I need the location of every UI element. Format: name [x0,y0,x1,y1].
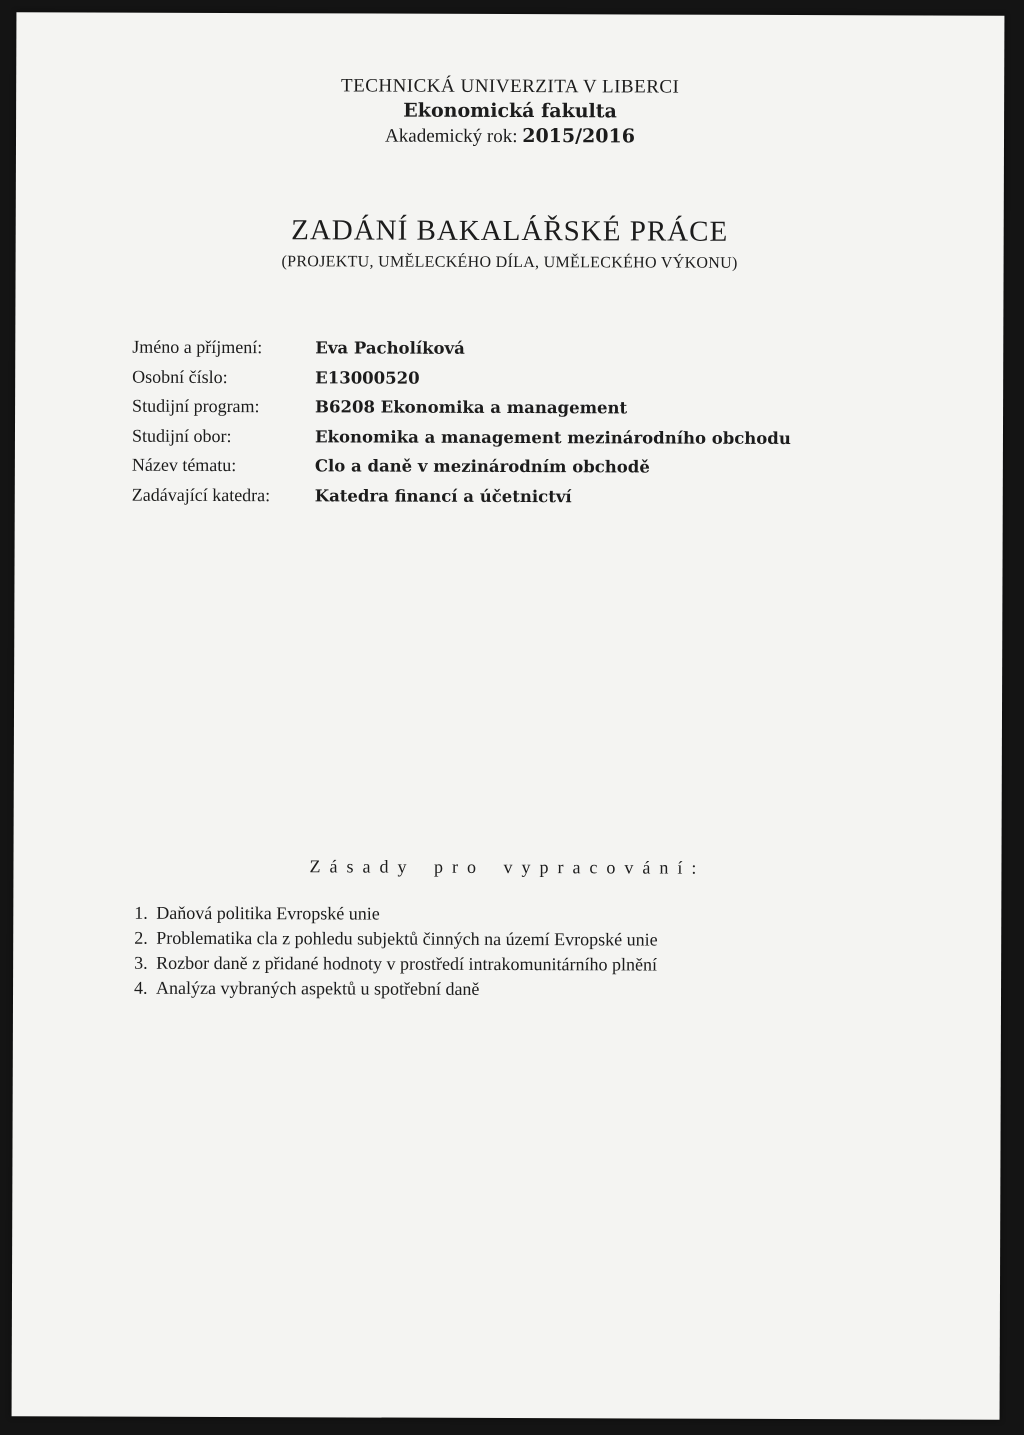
info-value: Ekonomika a management mezinárodního obchodu [314,427,791,448]
info-row-study-program [132,392,932,424]
list-item [134,951,657,978]
list-item [134,926,657,953]
list-item-number: 4. [134,977,148,998]
document-subtitle: (PROJEKTU, UMĚLECKÉHO DÍLA, UMĚLECKÉHO VÝKONU) [281,253,738,272]
principles-list [134,901,658,1003]
list-item-text: Daňová politika Evropské unie [156,902,380,924]
info-value: Katedra financí a účetnictví [314,486,572,506]
list-item-text: Problematika cla z pohledu subjektů činných na území Evropské unie [156,927,658,950]
list-item-number: 2. [134,927,148,948]
info-label: Název tématu: [131,454,237,476]
university-name: TECHNICKÁ UNIVERZITA V LIBERCI [340,75,680,98]
student-info-table [132,333,933,513]
faculty-name: Ekonomická fakulta [403,99,617,123]
info-row-study-field [132,421,932,453]
list-item-number: 1. [134,902,148,923]
info-value: Clo a daně v mezinárodním obchodě [314,456,650,477]
info-row-topic [132,451,932,483]
info-row-personal-number [132,362,932,394]
academic-year [16,122,1004,150]
heading-word: pro [433,856,486,877]
info-value: E13000520 [315,368,420,388]
heading-word: Zásady [309,856,416,877]
info-row-department [132,480,932,512]
document-page [12,12,1005,1419]
info-label: Zadávající katedra: [131,484,271,505]
academic-year-label: Akademický rok: [385,125,518,148]
principles-heading [13,855,1001,879]
info-label: Studijní program: [132,395,260,417]
info-label: Studijní obor: [131,425,232,446]
academic-year-value: 2015/2016 [522,125,635,148]
heading-word: vypracování: [503,856,706,878]
list-item-number: 3. [134,952,148,973]
info-label: Osobní číslo: [132,366,228,387]
info-value: B6208 Ekonomika a management [315,397,628,418]
info-row-name [132,333,932,365]
list-item-text: Analýza vybraných aspektů u spotřební daně [156,977,480,999]
title-block [16,212,1004,273]
document-title: ZADÁNÍ BAKALÁŘSKÉ PRÁCE [291,214,729,248]
list-item [134,976,657,1003]
document-header [16,72,1004,150]
list-item [134,901,657,928]
info-label: Jméno a příjmení: [132,336,263,358]
info-value: Eva Pacholíková [315,338,465,359]
list-item-text: Rozbor daně z přidané hodnoty v prostředí intrakomunitárního plnění [156,952,658,975]
